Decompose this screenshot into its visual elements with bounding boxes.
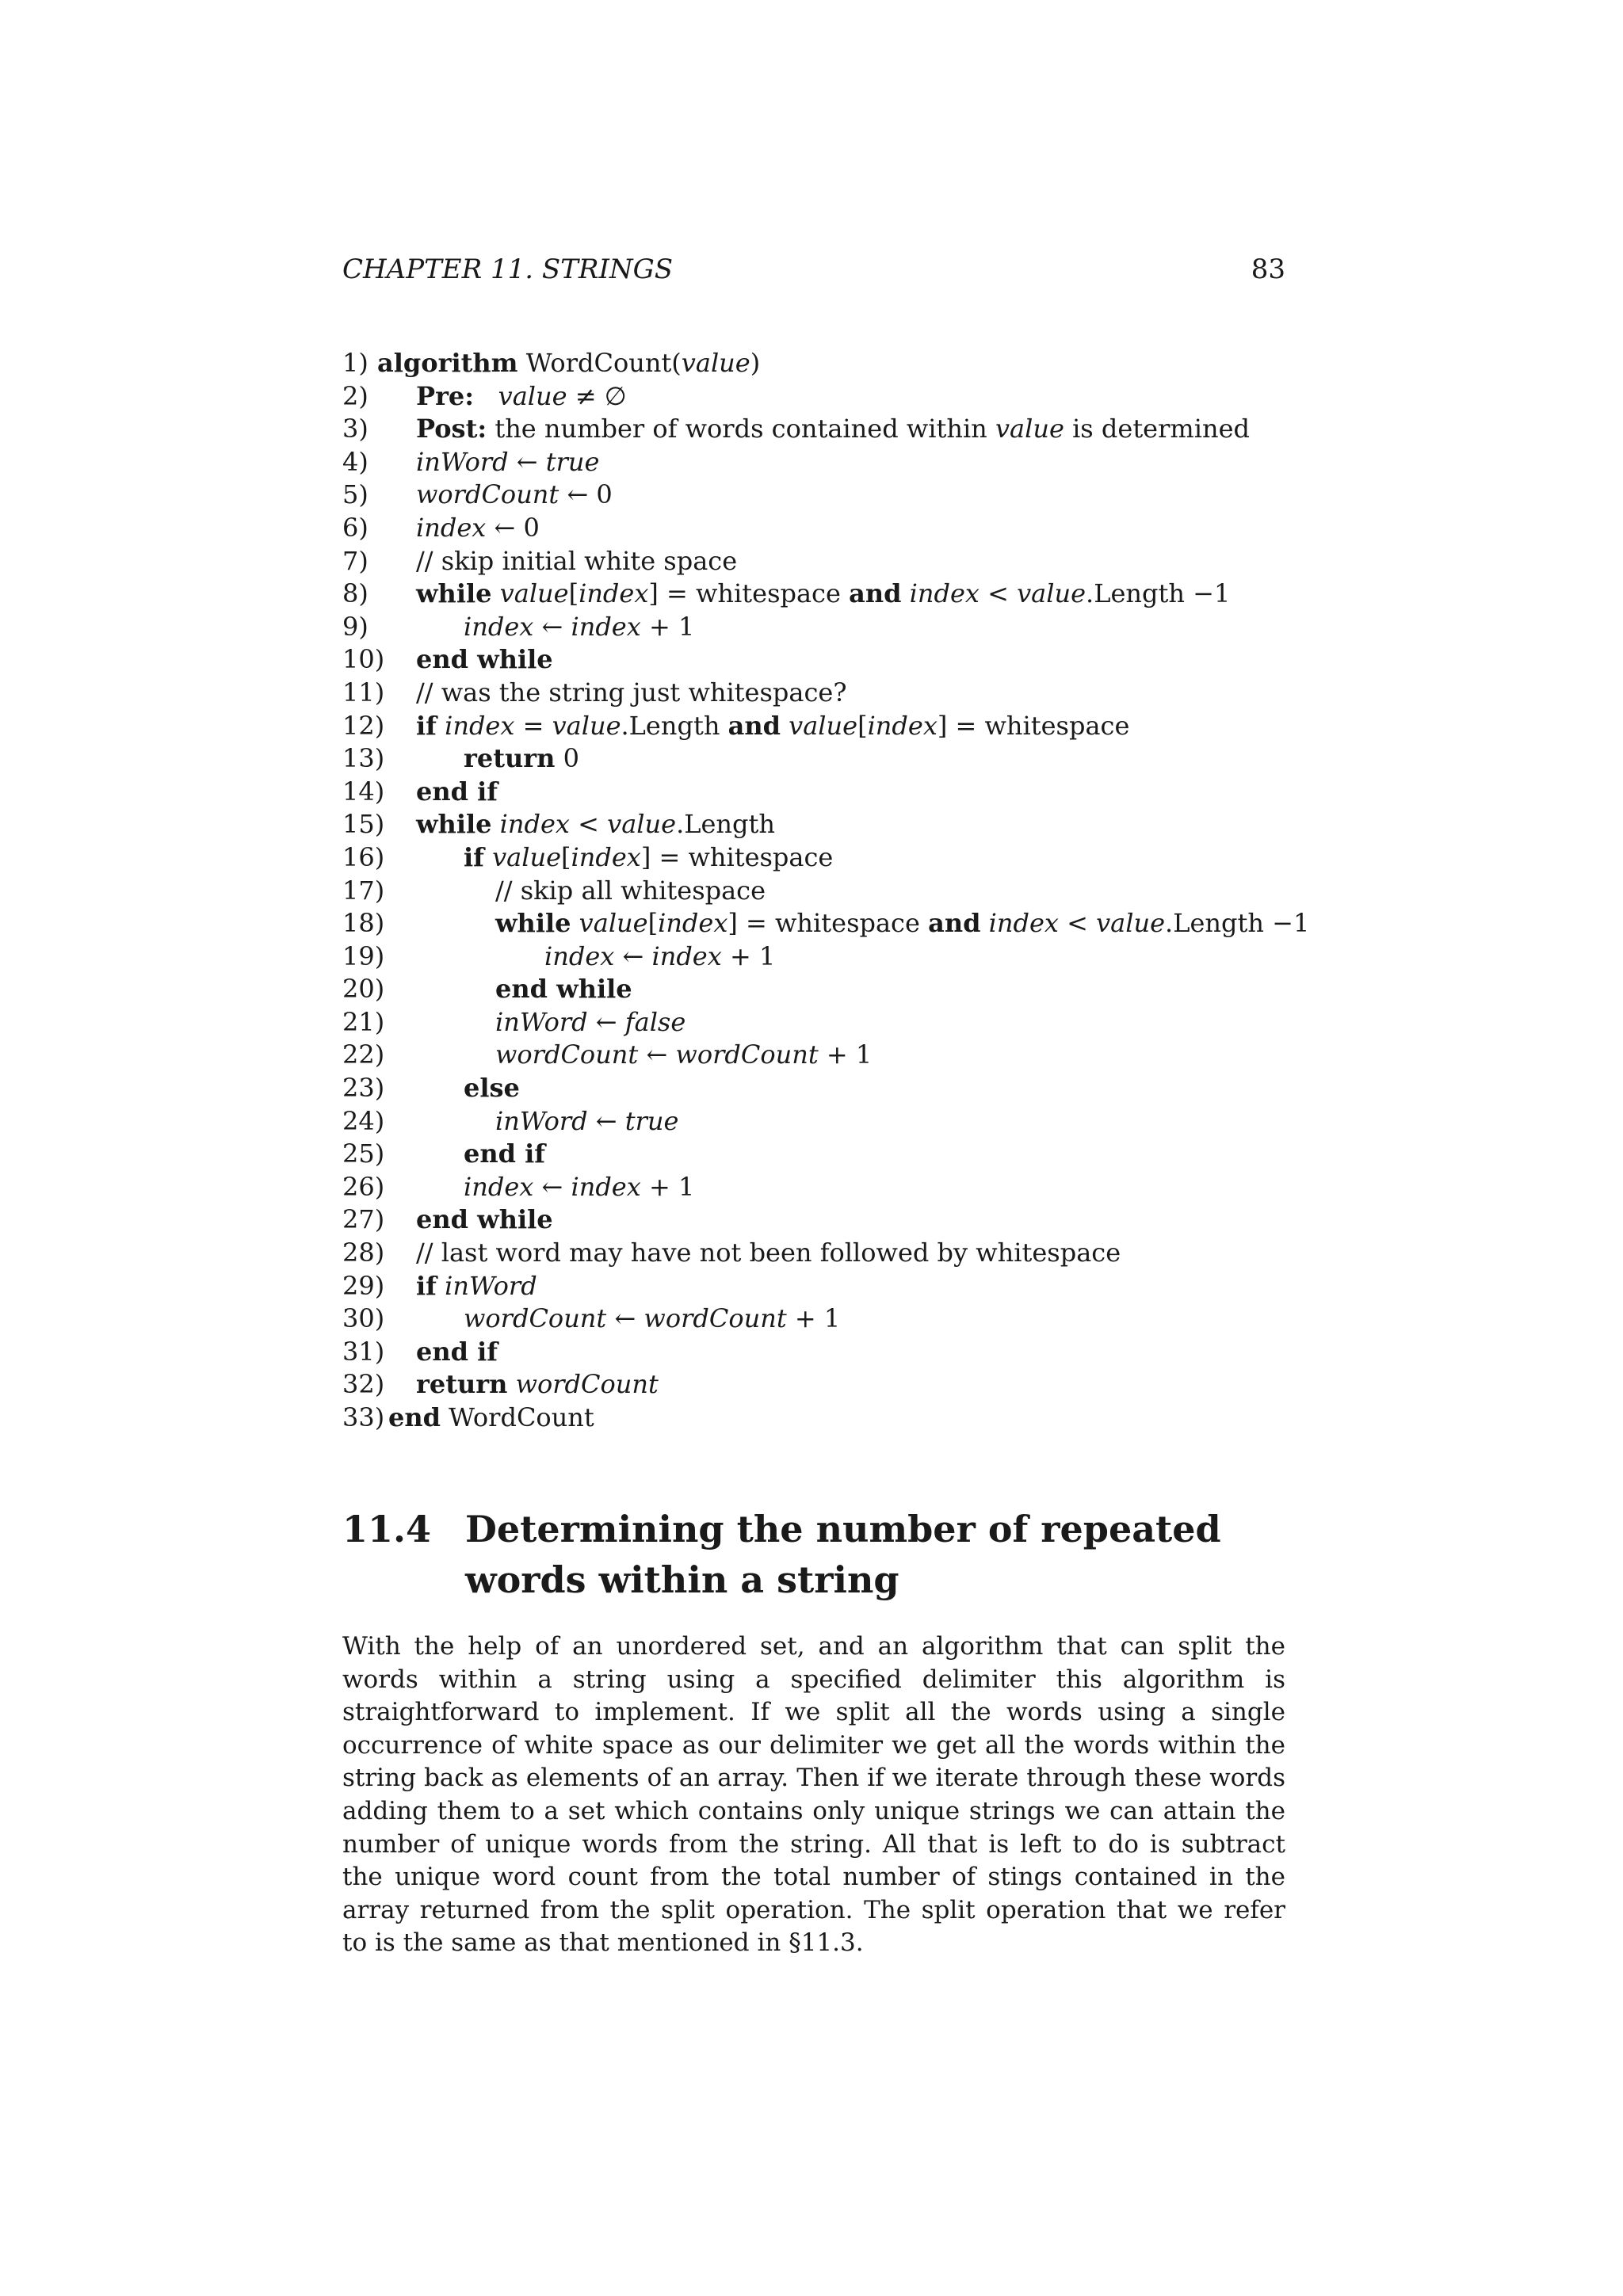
- identifier: index: [571, 1171, 641, 1202]
- identifier: true: [545, 446, 600, 477]
- code-text: [474, 381, 498, 411]
- keyword: end while: [495, 974, 632, 1005]
- keyword: return: [416, 1369, 508, 1400]
- identifier: index: [416, 512, 487, 543]
- line-code: [377, 347, 760, 380]
- algorithm-line: [342, 380, 1373, 414]
- keyword: Post:: [416, 414, 487, 444]
- line-code: [495, 907, 1309, 940]
- code-text: [781, 711, 789, 741]
- algorithm-line: [342, 1203, 1373, 1237]
- keyword: if: [464, 841, 484, 872]
- line-code: [416, 413, 1250, 446]
- identifier: wordCount: [416, 479, 559, 510]
- line-number: 30): [342, 1303, 385, 1334]
- algorithm-line: [342, 347, 1373, 380]
- line-number: 5): [342, 479, 369, 510]
- line-code: [464, 742, 579, 776]
- line-code: [416, 1203, 553, 1237]
- algorithm-line: [342, 545, 1373, 578]
- line-code: [544, 940, 775, 974]
- line-code: [416, 643, 553, 677]
- line-code: [416, 1270, 537, 1303]
- line-number: 29): [342, 1270, 385, 1301]
- line-number: 25): [342, 1138, 385, 1169]
- code-text: + 1: [640, 611, 695, 642]
- identifier: wordCount: [495, 1039, 639, 1070]
- identifier: index: [571, 841, 641, 872]
- algorithm-line: [342, 1336, 1373, 1369]
- algorithm-listing: [342, 347, 1373, 1435]
- line-number: 12): [342, 710, 385, 741]
- line-number: 18): [342, 908, 385, 939]
- identifier: index: [544, 940, 615, 971]
- algorithm-line: [342, 841, 1373, 875]
- keyword: and: [928, 908, 981, 939]
- line-code: [495, 1105, 678, 1138]
- line-code: [416, 776, 498, 809]
- line-number: 16): [342, 841, 385, 872]
- algorithm-line: [342, 512, 1373, 545]
- line-number: 17): [342, 875, 385, 906]
- identifier: index: [464, 1171, 534, 1202]
- code-text: <: [979, 578, 1018, 609]
- code-text: + 1: [640, 1171, 695, 1202]
- algorithm-line: [342, 776, 1373, 809]
- identifier: index: [464, 611, 534, 642]
- identifier: wordCount: [643, 1303, 787, 1334]
- code-text: + 1: [786, 1303, 841, 1334]
- code-text: .Length −1: [1086, 578, 1231, 609]
- identifier: inWord: [495, 1105, 588, 1136]
- algorithm-line: [342, 1006, 1373, 1039]
- line-number: 13): [342, 743, 385, 774]
- line-number: 6): [342, 512, 369, 543]
- identifier: index: [988, 908, 1059, 939]
- algorithm-line: [342, 611, 1373, 644]
- code-text: [437, 711, 445, 741]
- line-number: 10): [342, 644, 385, 675]
- line-number: 15): [342, 809, 385, 840]
- line-code: [464, 611, 694, 644]
- identifier: value: [789, 710, 858, 741]
- keyword: else: [464, 1073, 520, 1104]
- line-number: 9): [342, 611, 369, 642]
- code-text: 0: [555, 743, 579, 774]
- algorithm-line: [342, 1105, 1373, 1138]
- keyword: end if: [416, 776, 498, 807]
- code-text: ): [750, 348, 761, 378]
- code-text: .Length: [676, 809, 775, 840]
- identifier: value: [579, 908, 648, 939]
- keyword: and: [849, 578, 902, 609]
- code-text: WordCount: [441, 1402, 594, 1432]
- code-text: ←: [533, 1171, 571, 1202]
- running-head: [342, 252, 1285, 287]
- line-code: [416, 1336, 498, 1369]
- keyword: while: [495, 908, 571, 939]
- line-number: 7): [342, 545, 369, 576]
- code-text: [571, 908, 579, 938]
- code-text: ] = whitespace: [937, 710, 1130, 741]
- line-code: [464, 841, 833, 875]
- code-text: // skip initial white space: [416, 545, 738, 576]
- code-text: [: [857, 710, 868, 741]
- code-text: [491, 578, 499, 608]
- code-text: + 1: [721, 940, 776, 971]
- line-code: [416, 1368, 659, 1402]
- algorithm-line: [342, 1402, 1373, 1435]
- line-code: [416, 512, 540, 545]
- algorithm-line: [342, 413, 1373, 446]
- keyword: while: [416, 809, 492, 840]
- code-text: the number of words contained within: [487, 414, 995, 444]
- line-code: [495, 1006, 685, 1039]
- line-number: 21): [342, 1006, 385, 1037]
- code-text: ←: [614, 940, 652, 971]
- code-text: [437, 1271, 445, 1301]
- code-text: // skip all whitespace: [495, 875, 766, 906]
- identifier: index: [499, 809, 570, 840]
- line-code: [464, 1302, 840, 1336]
- algorithm-line: [342, 940, 1373, 974]
- line-code: [416, 446, 599, 479]
- code-text: ←: [533, 611, 571, 642]
- code-text: ←: [587, 1105, 625, 1136]
- line-code: [416, 545, 737, 578]
- identifier: inWord: [416, 446, 509, 477]
- line-number: 24): [342, 1105, 385, 1136]
- line-code: [388, 1402, 594, 1435]
- identifier: value: [552, 710, 621, 741]
- code-text: ←: [606, 1303, 644, 1334]
- code-text: ← 0: [559, 479, 613, 510]
- code-text: [: [568, 578, 579, 609]
- code-text: ← 0: [486, 512, 540, 543]
- identifier: index: [867, 710, 938, 741]
- line-number: 23): [342, 1073, 385, 1104]
- identifier: value: [492, 841, 562, 872]
- algorithm-line: [342, 1237, 1373, 1270]
- keyword: while: [416, 578, 492, 609]
- line-code: [495, 875, 766, 908]
- identifier: index: [909, 578, 980, 609]
- line-number: 20): [342, 974, 385, 1005]
- algorithm-line: [342, 479, 1373, 512]
- code-text: [507, 1369, 515, 1399]
- code-text: ] = whitespace: [727, 908, 929, 939]
- code-text: is determined: [1064, 414, 1251, 444]
- algorithm-line: [342, 1072, 1373, 1105]
- identifier: index: [658, 908, 728, 939]
- identifier: value: [1017, 578, 1086, 609]
- line-code: [495, 973, 632, 1006]
- algorithm-line: [342, 875, 1373, 908]
- line-number: 11): [342, 677, 385, 707]
- code-text: ←: [508, 446, 546, 477]
- code-text: [980, 908, 988, 938]
- identifier: index: [651, 940, 722, 971]
- identifier: value: [681, 348, 750, 378]
- line-code: [416, 677, 846, 710]
- section-title: Determining the number of repeated words within a string: [465, 1508, 1221, 1601]
- code-text: [491, 809, 499, 839]
- line-number: 27): [342, 1204, 385, 1235]
- algorithm-line: [342, 742, 1373, 776]
- identifier: inWord: [495, 1006, 588, 1037]
- keyword: end if: [464, 1138, 546, 1169]
- keyword: end if: [416, 1336, 498, 1367]
- keyword: end while: [416, 644, 553, 675]
- code-text: ←: [587, 1006, 625, 1037]
- line-code: [464, 1072, 520, 1105]
- algorithm-line: [342, 1270, 1373, 1303]
- code-text: ] = whitespace: [640, 841, 834, 872]
- line-code: [416, 578, 1230, 611]
- keyword: if: [416, 1270, 437, 1301]
- line-number: 14): [342, 776, 385, 807]
- line-code: [416, 808, 775, 841]
- algorithm-line: [342, 710, 1373, 743]
- algorithm-line: [342, 1171, 1373, 1204]
- line-number: 26): [342, 1171, 385, 1202]
- identifier: inWord: [445, 1270, 537, 1301]
- code-text: .Length −1: [1165, 908, 1310, 939]
- identifier: value: [607, 809, 677, 840]
- identifier: wordCount: [464, 1303, 607, 1334]
- code-text: // last word may have not been followed by whitespace: [416, 1238, 1121, 1268]
- identifier: value: [995, 414, 1064, 444]
- algorithm-line: [342, 1039, 1373, 1072]
- body-paragraph: With the help of an unordered set, and an algorithm that can split the words within a string using a specified delimiter this algorithm is straightforward to implement. If we split all the words using a single occurrence of white space as our delimiter we get all the words within the string back as elements of an array. Then if we iterate through these words adding them to a set which contains only unique strings we can attain the number of unique words from the string. All that is left to do is subtract the unique word count from the total number of stings contained in the array returned from the split operation. The split operation that we refer to is the same as that mentioned in §11.3.: [342, 1632, 1285, 1958]
- algorithm-line: [342, 446, 1373, 479]
- code-text: ≠ ∅: [567, 380, 627, 411]
- code-text: ] = whitespace: [648, 578, 850, 609]
- algorithm-line: [342, 808, 1373, 841]
- line-number: 3): [342, 414, 369, 444]
- line-code: [464, 1138, 545, 1171]
- line-code: [416, 710, 1129, 743]
- algorithm-line: [342, 1302, 1373, 1336]
- code-text: WordCount(: [517, 348, 682, 378]
- identifier: wordCount: [515, 1369, 659, 1400]
- code-text: [: [647, 908, 659, 939]
- identifier: index: [571, 611, 641, 642]
- identifier: value: [499, 578, 569, 609]
- algorithm-line: [342, 578, 1373, 611]
- code-text: =: [514, 710, 552, 741]
- keyword: end while: [416, 1204, 553, 1235]
- keyword: Pre:: [416, 380, 475, 411]
- page-number: 83: [1251, 254, 1285, 285]
- algorithm-line: [342, 1138, 1373, 1171]
- keyword: and: [727, 710, 781, 741]
- code-text: // was the string just whitespace?: [416, 677, 847, 707]
- identifier: wordCount: [675, 1039, 819, 1070]
- algorithm-line: [342, 907, 1373, 940]
- identifier: value: [1096, 908, 1166, 939]
- code-text: [901, 578, 909, 608]
- line-number: 31): [342, 1336, 385, 1367]
- line-code: [416, 479, 613, 512]
- code-text: + 1: [818, 1039, 873, 1070]
- line-code: [464, 1171, 694, 1204]
- keyword: end: [388, 1402, 441, 1432]
- identifier: true: [624, 1105, 679, 1136]
- line-number: 2): [342, 380, 369, 411]
- line-number: 28): [342, 1238, 385, 1268]
- line-code: [416, 1237, 1121, 1270]
- identifier: false: [624, 1006, 686, 1037]
- line-number: 22): [342, 1039, 385, 1070]
- line-number: 4): [342, 446, 369, 477]
- identifier: index: [445, 710, 515, 741]
- identifier: index: [579, 578, 649, 609]
- algorithm-line: [342, 643, 1373, 677]
- line-number: 33): [342, 1402, 385, 1432]
- line-code: [495, 1039, 872, 1072]
- line-number: 1): [342, 348, 369, 378]
- code-text: [484, 842, 492, 872]
- code-text: .Length: [621, 710, 728, 741]
- line-number: 8): [342, 578, 369, 609]
- algorithm-line: [342, 677, 1373, 710]
- keyword: return: [464, 743, 556, 774]
- section-number: 11.4: [342, 1508, 432, 1550]
- code-text: [: [561, 841, 571, 872]
- algorithm-line: [342, 973, 1373, 1006]
- code-text: <: [569, 809, 608, 840]
- keyword: if: [416, 710, 437, 741]
- keyword: algorithm: [377, 348, 518, 378]
- code-text: <: [1058, 908, 1097, 939]
- code-text: ←: [638, 1039, 676, 1070]
- chapter-title: CHAPTER 11. STRINGS: [342, 254, 674, 285]
- algorithm-line: [342, 1368, 1373, 1402]
- line-code: [416, 380, 627, 414]
- line-number: 19): [342, 940, 385, 971]
- identifier: value: [498, 380, 567, 411]
- line-number: 32): [342, 1369, 385, 1400]
